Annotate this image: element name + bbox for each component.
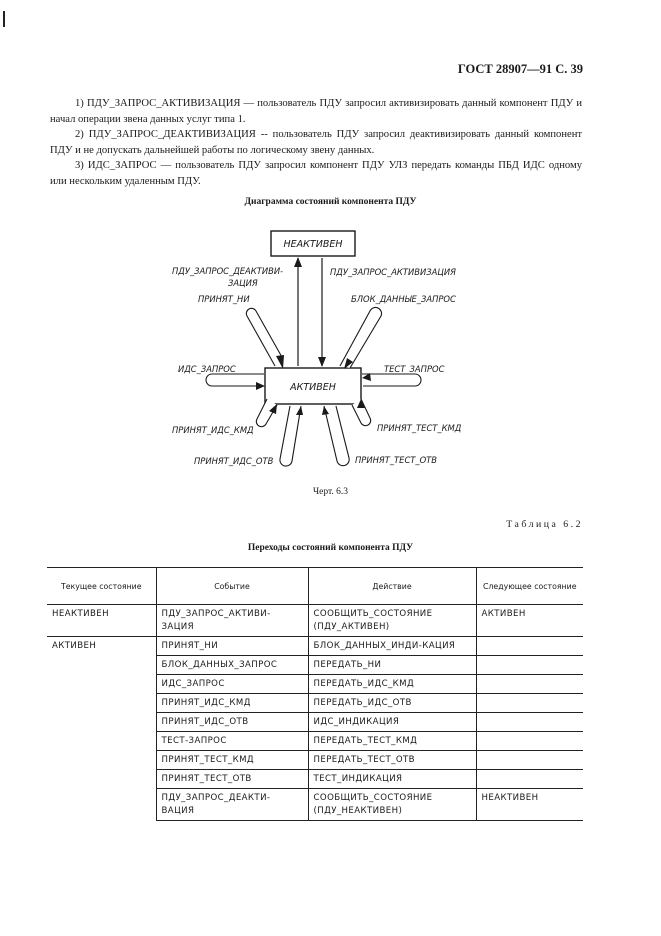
- label-received-ids-cmd: ПРИНЯТ_ИДС_КМД: [172, 425, 254, 435]
- cell-action: БЛОК_ДАННЫХ_ИНДИ-КАЦИЯ: [308, 637, 476, 656]
- cell-next: АКТИВЕН: [476, 605, 583, 637]
- table-row: [47, 789, 583, 821]
- header-action: Действие: [308, 568, 476, 605]
- cell-action: ПЕРЕДАТЬ_ТЕСТ_ОТВ: [308, 751, 476, 770]
- cell-action: СООБЩИТЬ_СОСТОЯНИЕ (ПДУ_АКТИВЕН): [308, 605, 476, 637]
- cell-event: ИДС_ЗАПРОС: [156, 675, 308, 694]
- cell-current: [47, 656, 156, 675]
- table-row: [47, 656, 583, 675]
- table-row: [47, 675, 583, 694]
- label-received-test-resp: ПРИНЯТ_ТЕСТ_ОТВ: [355, 455, 438, 465]
- header-next-state: Следующее состояние: [476, 568, 583, 605]
- cell-current: [47, 675, 156, 694]
- cell-next: [476, 751, 583, 770]
- paragraph-deactivation: 2) ПДУ_ЗАПРОС_ДЕАКТИВИЗАЦИЯ -- пользователь ПДУ запросил деактивизировать данный компонент ПДУ и не допускать дальнейшей работы по логическому звену данных.: [50, 129, 582, 156]
- label-received-ids-resp: ПРИНЯТ_ИДС_ОТВ: [194, 456, 274, 466]
- table-row: [47, 713, 583, 732]
- table-row: [47, 605, 583, 637]
- cell-event: ПРИНЯТ_ТЕСТ_ОТВ: [156, 770, 308, 789]
- table-number: Таблица 6.2: [506, 519, 583, 530]
- cell-action: ИДС_ИНДИКАЦИЯ: [308, 713, 476, 732]
- label-received-test-cmd: ПРИНЯТ_ТЕСТ_КМД: [377, 423, 462, 433]
- cell-current: [47, 713, 156, 732]
- loop-ids-request: [206, 374, 264, 386]
- transitions-table: [47, 567, 583, 821]
- table-row: [47, 770, 583, 789]
- loop-received-test-resp: [324, 406, 349, 466]
- paragraph-ids-request: 3) ИДС_ЗАПРОС — пользователь ПДУ запросил компонент ПДУ УЛЗ передать команды ПБД ИДС одному или нескольким удаленным ПДУ.: [50, 160, 582, 187]
- page-header: ГОСТ 28907—91 С. 39: [457, 62, 583, 76]
- header-current-state: Текущее состояние: [47, 568, 156, 605]
- label-ids-request: ИДС_ЗАПРОС: [178, 364, 236, 374]
- label-deactivation-1: ПДУ_ЗАПРОС_ДЕАКТИВИ-: [172, 266, 284, 276]
- cell-event: ПРИНЯТ_ИДС_КМД: [156, 694, 308, 713]
- label-activation: ПДУ_ЗАПРОС_АКТИВИЗАЦИЯ: [330, 267, 456, 277]
- cell-current: [47, 732, 156, 751]
- cell-current: НЕАКТИВЕН: [52, 609, 109, 619]
- cell-current: [47, 789, 156, 821]
- table-title: Переходы состояний компонента ПДУ: [247, 543, 414, 553]
- cell-next: [476, 637, 583, 656]
- table-header-row: [47, 568, 583, 605]
- cell-action: ПЕРЕДАТЬ_ИДС_КМД: [308, 675, 476, 694]
- state-inactive-label: НЕАКТИВЕН: [283, 239, 343, 250]
- label-deactivation-2: ЗАЦИЯ: [228, 278, 258, 288]
- figure-caption: Черт. 6.3: [312, 487, 349, 497]
- cell-event: ПРИНЯТ_ИДС_ОТВ: [156, 713, 308, 732]
- table-row: [47, 732, 583, 751]
- cell-next: [476, 713, 583, 732]
- cell-next: [476, 694, 583, 713]
- cell-action: ПЕРЕДАТЬ_НИ: [308, 656, 476, 675]
- label-received-ni: ПРИНЯТ_НИ: [198, 294, 250, 304]
- label-test-request: ТЕСТ_ЗАПРОС: [384, 364, 445, 374]
- state-active-label: АКТИВЕН: [290, 382, 336, 393]
- cell-next: [476, 770, 583, 789]
- cell-event: ПРИНЯТ_ТЕСТ_КМД: [156, 751, 308, 770]
- cell-next: [476, 732, 583, 751]
- cell-action: ТЕСТ_ИНДИКАЦИЯ: [308, 770, 476, 789]
- cell-event: ТЕСТ-ЗАПРОС: [156, 732, 308, 751]
- cell-current: АКТИВЕН: [47, 637, 156, 656]
- cell-event: БЛОК_ДАННЫХ_ЗАПРОС: [156, 656, 308, 675]
- cell-event: ПДУ_ЗАПРОС_АКТИВИ-ЗАЦИЯ: [156, 605, 308, 637]
- cell-next: [476, 656, 583, 675]
- table-row: [47, 694, 583, 713]
- diagram-title: Диаграмма состояний компонента ПДУ: [244, 197, 417, 207]
- table-row: [47, 637, 583, 656]
- cell-action: ПЕРЕДАТЬ_ИДС_ОТВ: [308, 694, 476, 713]
- cell-action: СООБЩИТЬ_СОСТОЯНИЕ (ПДУ_НЕАКТИВЕН): [308, 789, 476, 821]
- cell-current: [47, 770, 156, 789]
- cell-action: ПЕРЕДАТЬ_ТЕСТ_КМД: [308, 732, 476, 751]
- cell-event: ПДУ_ЗАПРОС_ДЕАКТИ-ВАЦИЯ: [156, 789, 308, 821]
- loop-received-ids-resp: [280, 406, 301, 466]
- cell-event: ПРИНЯТ_НИ: [156, 637, 308, 656]
- table-row: [47, 751, 583, 770]
- cell-current: [47, 694, 156, 713]
- cell-next: [476, 675, 583, 694]
- cell-next: НЕАКТИВЕН: [476, 789, 583, 821]
- loop-block-request: [340, 307, 382, 368]
- paragraph-activation: 1) ПДУ_ЗАПРОС_АКТИВИЗАЦИЯ — пользователь ПДУ запросил активизировать данный компонент ПДУ и начал операции звена данных услуг типа 1.: [50, 98, 582, 125]
- cell-current: [47, 751, 156, 770]
- header-event: Событие: [156, 568, 308, 605]
- label-block-request: БЛОК_ДАННЫЕ_ЗАПРОС: [351, 294, 456, 304]
